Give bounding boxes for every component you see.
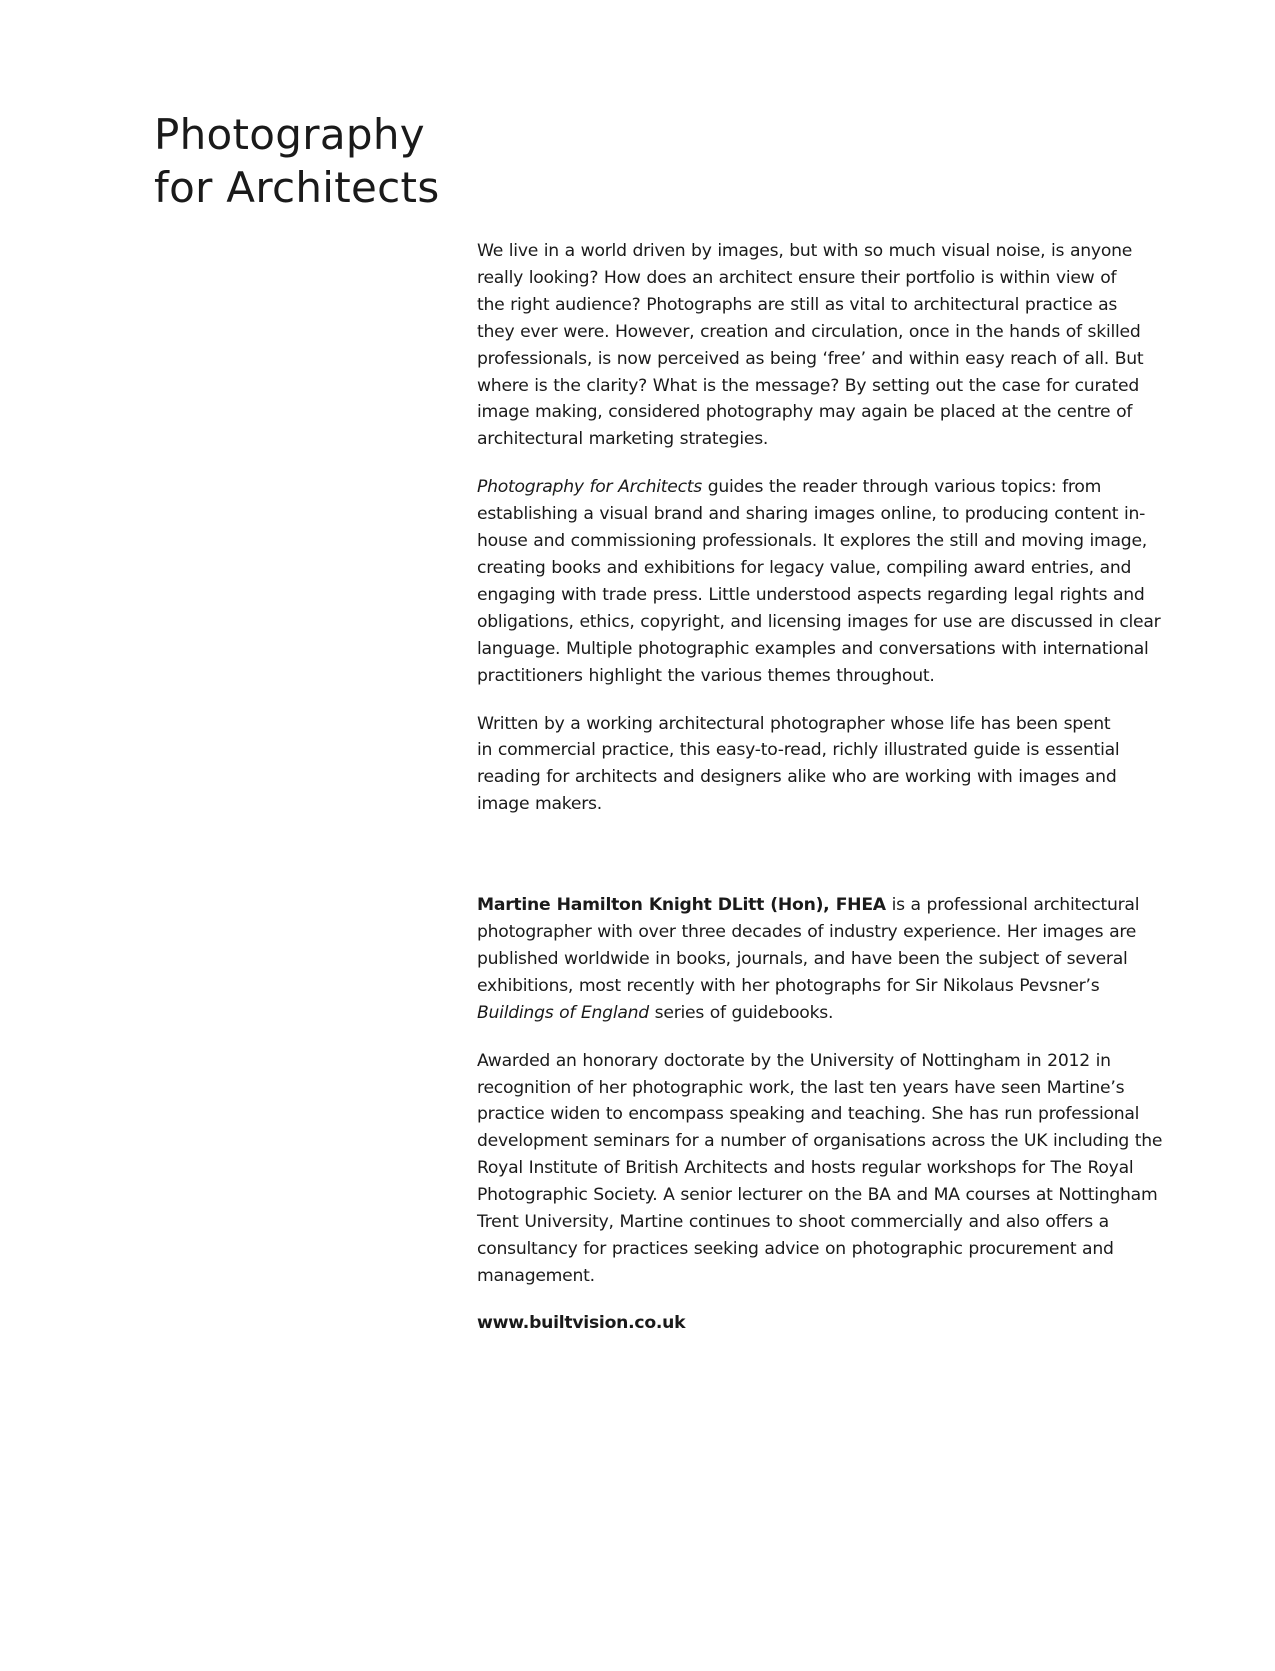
book-title-line-2: for Architects <box>154 163 440 212</box>
text-line: obligations, ethics, copyright, and licensing images for use are discussed in clear <box>477 611 1161 632</box>
text-line: they ever were. However, creation and circulation, once in the hands of skilled <box>477 321 1141 342</box>
text-line: establishing a visual brand and sharing images online, to producing content in- <box>477 504 1146 525</box>
series-title-italic: Buildings of England <box>477 1002 649 1023</box>
text-line: Photographic Society. A senior lecturer on the BA and MA courses at Nottingham <box>477 1185 1158 1206</box>
text-line: in commercial practice, this easy-to-read, richly illustrated guide is essential <box>477 740 1120 761</box>
text-line: really looking? How does an architect ensure their portfolio is within view of <box>477 267 1117 288</box>
book-title <box>154 108 440 214</box>
text-line: published worldwide in books, journals, and have been the subject of several <box>477 948 1128 969</box>
text-line <box>477 1000 1169 1027</box>
text-line: professionals, is now perceived as being ‘free’ and within easy reach of all. But <box>477 348 1144 369</box>
text-line: Awarded an honorary doctorate by the University of Nottingham in 2012 in <box>477 1050 1111 1071</box>
website-url: www.builtvision.co.uk <box>477 1312 686 1333</box>
text-line <box>477 892 1169 919</box>
text-line: engaging with trade press. Little understood aspects regarding legal rights and <box>477 584 1145 605</box>
text-line: house and commissioning professionals. It explores the still and moving image, <box>477 531 1147 552</box>
text-line: consultancy for practices seeking advice on photographic procurement and <box>477 1239 1114 1259</box>
blurb-paragraph-1 <box>477 238 1169 453</box>
text-line: architectural marketing strategies. <box>477 429 769 450</box>
text-line <box>477 474 1169 501</box>
text-line: photographer with over three decades of industry experience. Her images are <box>477 922 1137 943</box>
text-line: where is the clarity? What is the message? By setting out the case for curated <box>477 375 1140 396</box>
blurb-paragraph-3 <box>477 711 1169 819</box>
text-line: image makers. <box>477 794 602 815</box>
blurb-paragraph-2 <box>477 474 1169 689</box>
text-line: practitioners highlight the various themes throughout. <box>477 665 935 686</box>
text-line: practice widen to encompass speaking and teaching. She has run professional <box>477 1104 1140 1125</box>
text-line: exhibitions, most recently with her photographs for Sir Nikolaus Pevsner’s <box>477 975 1100 996</box>
text-line: image making, considered photography may again be placed at the centre of <box>477 402 1133 423</box>
text-line: reading for architects and designers alike who are working with images and <box>477 767 1117 788</box>
text-run: series of guidebooks. <box>648 1002 834 1023</box>
author-name: Martine Hamilton Knight DLitt (Hon), FHEA <box>477 895 886 916</box>
text-line: the right audience? Photographs are still as vital to architectural practice as <box>477 294 1118 315</box>
author-bio-paragraph-1 <box>477 892 1169 1027</box>
text-line: language. Multiple photographic examples and conversations with international <box>477 638 1149 659</box>
text-run: is a professional architectural <box>885 895 1140 916</box>
book-title-italic: Photography for Architects <box>477 477 702 498</box>
text-line: Royal Institute of British Architects and hosts regular workshops for The Royal <box>477 1158 1134 1179</box>
author-bio-paragraph-2 <box>477 1048 1169 1290</box>
text-line: Written by a working architectural photographer whose life has been spent <box>477 713 1111 734</box>
text-line: development seminars for a number of organisations across the UK including the <box>477 1131 1163 1152</box>
text-run: guides the reader through various topics: from <box>701 477 1102 498</box>
text-line: recognition of her photographic work, the last ten years have seen Martine’s <box>477 1077 1125 1098</box>
book-title-line-1: Photography <box>154 110 425 159</box>
text-line: creating books and exhibitions for legacy value, compiling award entries, and <box>477 557 1132 578</box>
back-cover-copy <box>477 238 1169 1337</box>
text-line: We live in a world driven by images, but with so much visual noise, is anyone <box>477 241 1133 261</box>
text-line: management. <box>477 1265 595 1286</box>
text-line: Trent University, Martine continues to shoot commercially and also offers a <box>477 1212 1109 1233</box>
